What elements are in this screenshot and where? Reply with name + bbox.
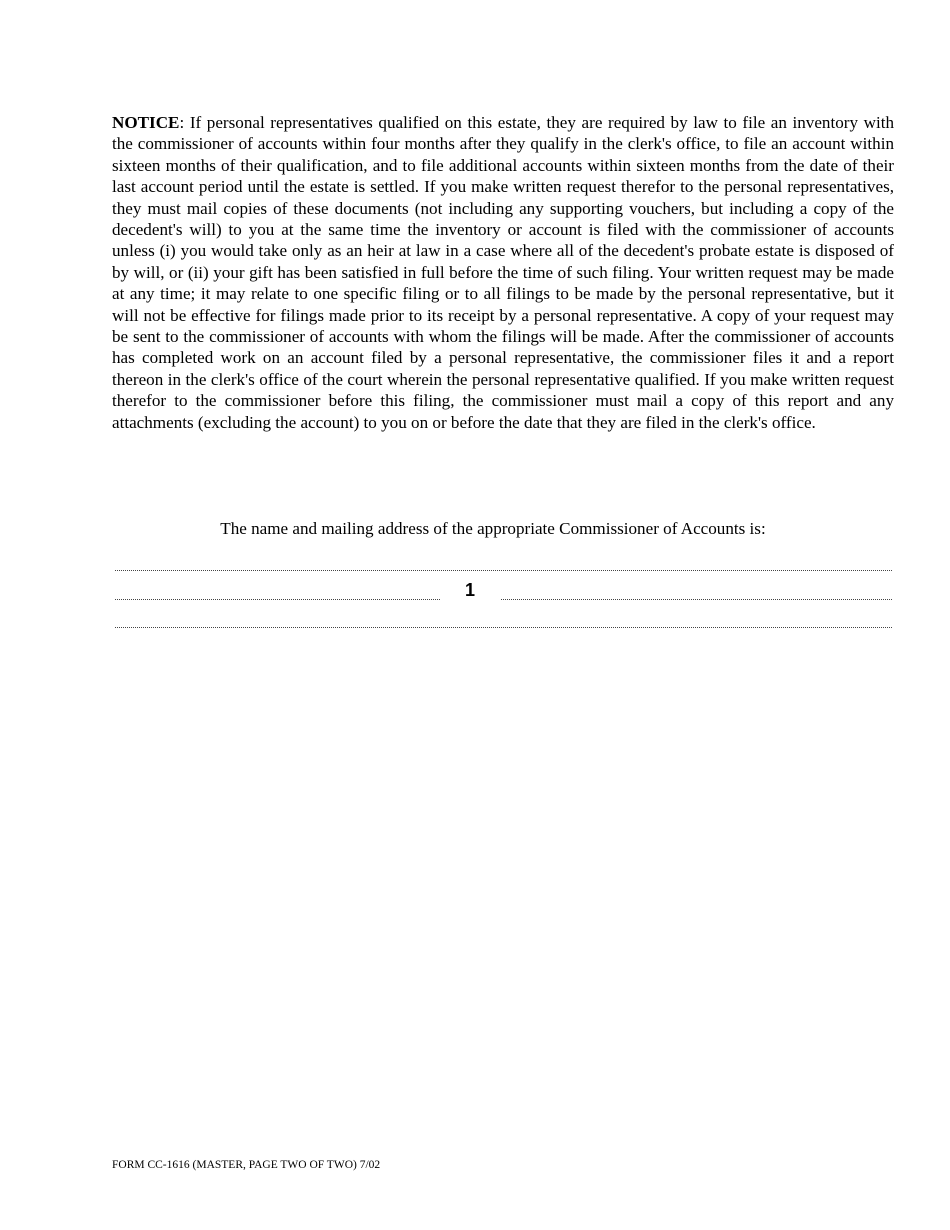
notice-text: If personal representatives qualified on this estate, they are required by law to file an inventory with the commissioner of accounts within four months after they qualify in the clerk's office, to file an account within sixteen months of their qualification, and to file additional accounts within sixteen months from the date of their last account period until the estate is settled. If you make written request therefor to the personal representatives, they must mail copies of these documents (not including any supporting vouchers, but including a copy of the decedent's will) to you at the same time the inventory or account is filed with the commissioner of accounts unless (i) you would take only as an heir at law in a case where all of the decedent's probate estate is disposed of by will, or (ii) your gift has been satisfied in full before the time of such filing. Your written request may be made at any time; it may relate to one specific filing or to all filings to be made by the personal representative, but it will not be effective for filings made prior to its receipt by a personal representative. A copy of your request may be sent to the commissioner of accounts with whom the filings will be made. After the commissioner of accounts has completed work on an account filed by a personal representative, the commissioner files it and a report thereon in the clerk's office of the court wherein the personal representative qualified. If you make written request therefor to the commissioner before this filing, the commissioner must mail a copy of this report and any attachments (excluding the account) to you on or before the date that they are filed in the clerk's office. — [112, 113, 895, 432]
address-line-1[interactable] — [115, 570, 892, 571]
address-line-2[interactable] — [115, 599, 892, 600]
address-field-value: 1 — [440, 579, 500, 601]
address-line-3[interactable] — [115, 627, 892, 628]
notice-separator: : — [179, 113, 190, 132]
form-identifier: FORM CC-1616 (MASTER, PAGE TWO OF TWO) 7/02 — [112, 1159, 381, 1171]
notice-paragraph — [112, 112, 894, 433]
notice-label: NOTICE — [112, 113, 180, 132]
commissioner-address-prompt: The name and mailing address of the appropriate Commissioner of Accounts is: — [220, 519, 766, 538]
